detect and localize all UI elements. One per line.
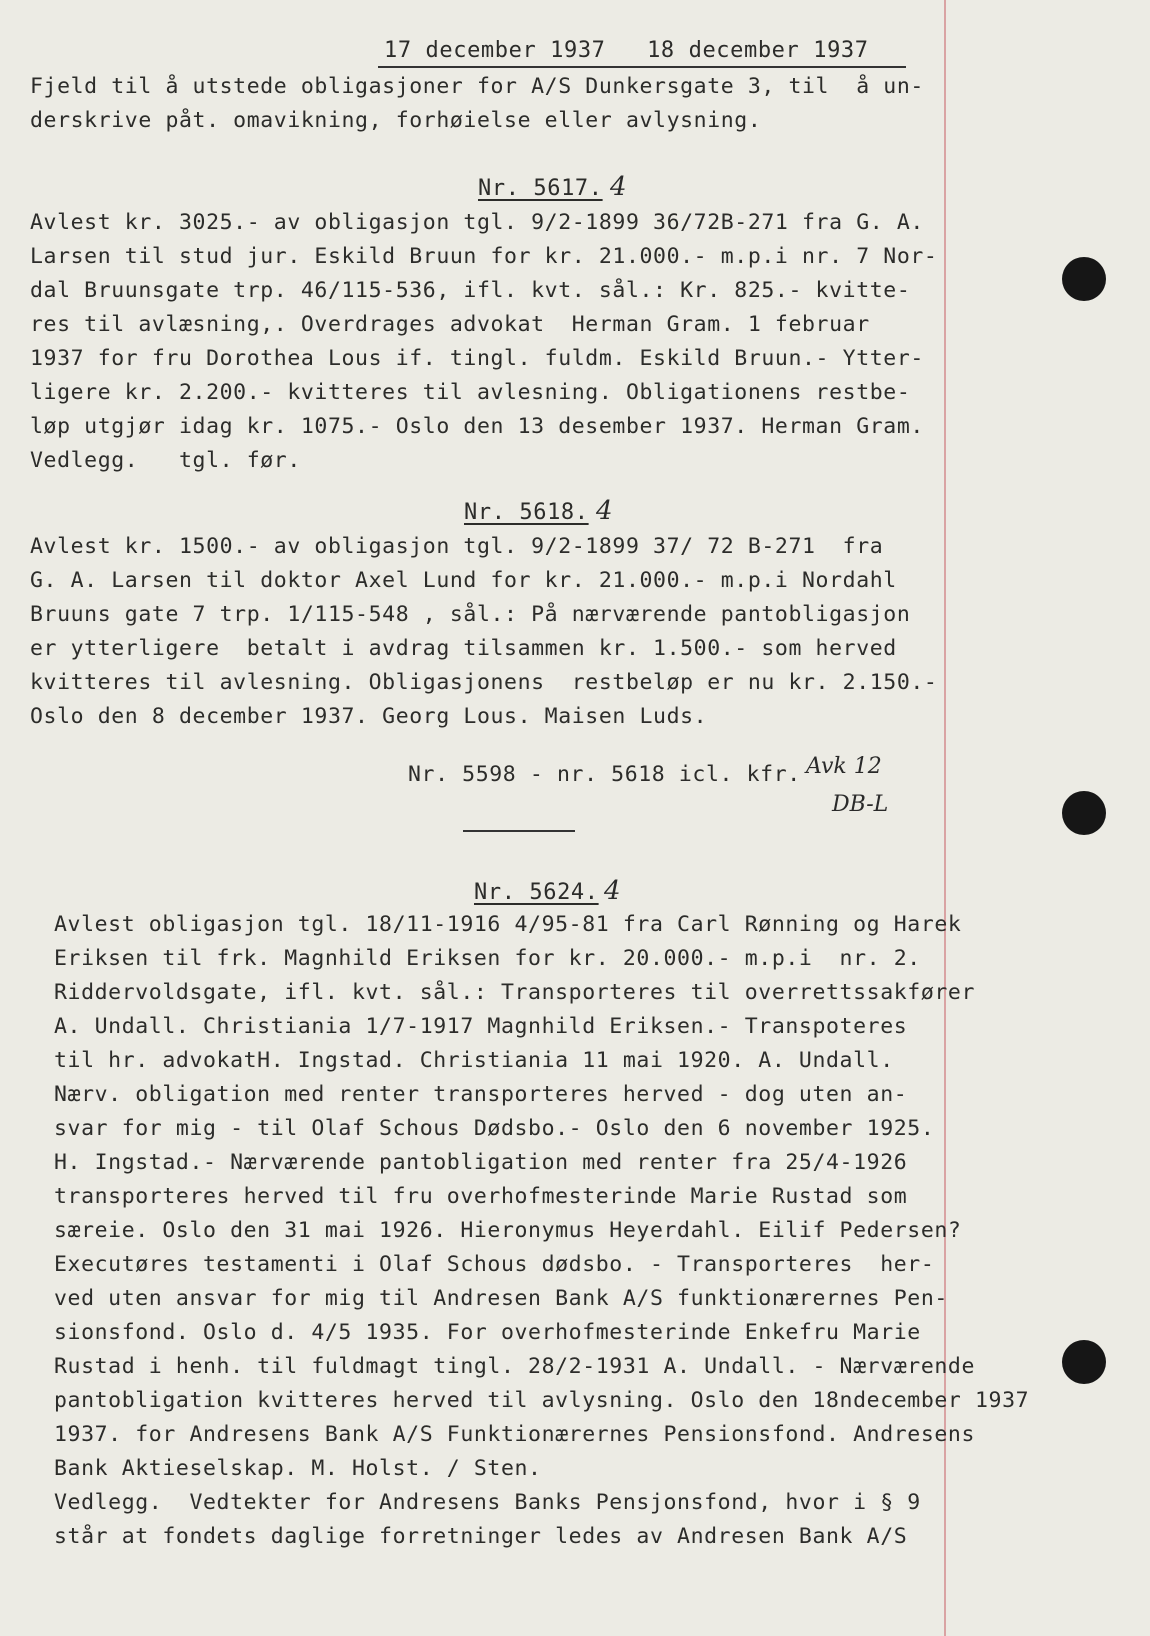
- entry-5624-line: Bank Aktieselskap. M. Holst. / Sten.: [54, 1456, 542, 1481]
- entry-5618-line: G. A. Larsen til doktor Axel Lund for kr. 21.000.- m.p.i Nordahl: [30, 568, 897, 593]
- entry-5624-line: Avlest obligasjon tgl. 18/11-1916 4/95-81 fra Carl Rønning og Harek: [54, 912, 962, 937]
- entry-5617-line: 1937 for fru Dorothea Lous if. tingl. fuldm. Eskild Bruun.- Ytter-: [30, 346, 924, 371]
- entry-5624-line: A. Undall. Christiania 1/7-1917 Magnhild Eriksen.- Transpoteres: [54, 1014, 908, 1039]
- entry-5617-line: Avlest kr. 3025.- av obligasjon tgl. 9/2-1899 36/72B-271 fra G. A.: [30, 210, 924, 235]
- entry-5624-line: til hr. advokatH. Ingstad. Christiania 11 mai 1920. A. Undall.: [54, 1048, 894, 1073]
- entry-5618-line: Bruuns gate 7 trp. 1/115-548 , sål.: På nærværende pantobligasjon: [30, 602, 911, 627]
- entry-5618-line: Oslo den 8 december 1937. Georg Lous. Maisen Luds.: [30, 704, 708, 729]
- entry-5624-line: særeie. Oslo den 31 mai 1926. Hieronymus Heyerdahl. Eilif Pedersen?: [54, 1218, 962, 1243]
- entry-mark-5617: 4: [610, 172, 627, 202]
- entry-5624-line: Riddervoldsgate, ifl. kvt. sål.: Transporteres til overrettssakfører: [54, 980, 975, 1005]
- entry-5624-line: Executøres testamenti i Olaf Schous dødsbo. - Transporteres her-: [54, 1252, 935, 1277]
- entry-5624-line: svar for mig - til Olaf Schous Dødsbo.- Oslo den 6 november 1925.: [54, 1116, 935, 1141]
- entry-number-5617: Nr. 5617.: [478, 176, 603, 201]
- range-initials: Avk 12: [806, 754, 882, 779]
- range-initials-2: DB-L: [832, 792, 889, 817]
- section-divider: [463, 830, 575, 832]
- entry-5617-line: ligere kr. 2.200.- kvitteres til avlesning. Obligationens restbe-: [30, 380, 911, 405]
- entry-mark-5618: 4: [596, 496, 613, 526]
- entry-5624-line: Eriksen til frk. Magnhild Eriksen for kr. 20.000.- m.p.i nr. 2.: [54, 946, 921, 971]
- entry-5624-line: transporteres herved til fru overhofmesterinde Marie Rustad som: [54, 1184, 908, 1209]
- punch-hole: [1062, 257, 1106, 301]
- intro-line: derskrive påt. omavikning, forhøielse eller avlysning.: [30, 108, 762, 133]
- intro-line: Fjeld til å utstede obligasjoner for A/S Dunkersgate 3, til å un-: [30, 74, 924, 99]
- punch-hole: [1062, 791, 1106, 835]
- entry-5617-line: Vedlegg. tgl. før.: [30, 448, 301, 473]
- header-underline: [378, 66, 906, 68]
- entry-5624-line: H. Ingstad.- Nærværende pantobligation med renter fra 25/4-1926: [54, 1150, 908, 1175]
- entry-number-5624: Nr. 5624.: [474, 880, 599, 905]
- header-date-right: 18 december 1937: [647, 38, 869, 63]
- entry-5617-line: dal Bruunsgate trp. 46/115-536, ifl. kvt. sål.: Kr. 825.- kvitte-: [30, 278, 911, 303]
- entry-5624-line: Vedlegg. Vedtekter for Andresens Banks Pensjonsfond, hvor i § 9: [54, 1490, 921, 1515]
- entry-5624-line: sionsfond. Oslo d. 4/5 1935. For overhofmesterinde Enkefru Marie: [54, 1320, 921, 1345]
- entry-5618-line: kvitteres til avlesning. Obligasjonens restbeløp er nu kr. 2.150.-: [30, 670, 938, 695]
- page-header: [384, 38, 869, 63]
- entry-5624-line: ved uten ansvar for mig til Andresen Bank A/S funktionærernes Pen-: [54, 1286, 948, 1311]
- range-note: Nr. 5598 - nr. 5618 icl. kfr.: [408, 762, 801, 787]
- entry-5617-line: Larsen til stud jur. Eskild Bruun for kr. 21.000.- m.p.i nr. 7 Nor-: [30, 244, 938, 269]
- entry-5624-line: Rustad i henh. til fuldmagt tingl. 28/2-1931 A. Undall. - Nærværende: [54, 1354, 975, 1379]
- entry-5617-line: løp utgjør idag kr. 1075.- Oslo den 13 desember 1937. Herman Gram.: [30, 414, 924, 439]
- entry-5618-line: Avlest kr. 1500.- av obligasjon tgl. 9/2-1899 37/ 72 B-271 fra: [30, 534, 884, 559]
- entry-5624-line: Nærv. obligation med renter transporteres herved - dog uten an-: [54, 1082, 908, 1107]
- header-date-left: 17 december 1937: [384, 38, 606, 63]
- entry-5624-line: pantobligation kvitteres herved til avlysning. Oslo den 18ndecember 1937: [54, 1388, 1030, 1413]
- entry-5624-line: 1937. for Andresens Bank A/S Funktionærernes Pensionsfond. Andresens: [54, 1422, 975, 1447]
- entry-number-5618: Nr. 5618.: [464, 500, 589, 525]
- entry-5617-line: res til avlæsning,. Overdrages advokat Herman Gram. 1 februar: [30, 312, 870, 337]
- punch-hole: [1062, 1340, 1106, 1384]
- entry-5624-line: står at fondets daglige forretninger ledes av Andresen Bank A/S: [54, 1524, 908, 1549]
- entry-mark-5624: 4: [604, 876, 621, 906]
- entry-5618-line: er ytterligere betalt i avdrag tilsammen kr. 1.500.- som herved: [30, 636, 897, 661]
